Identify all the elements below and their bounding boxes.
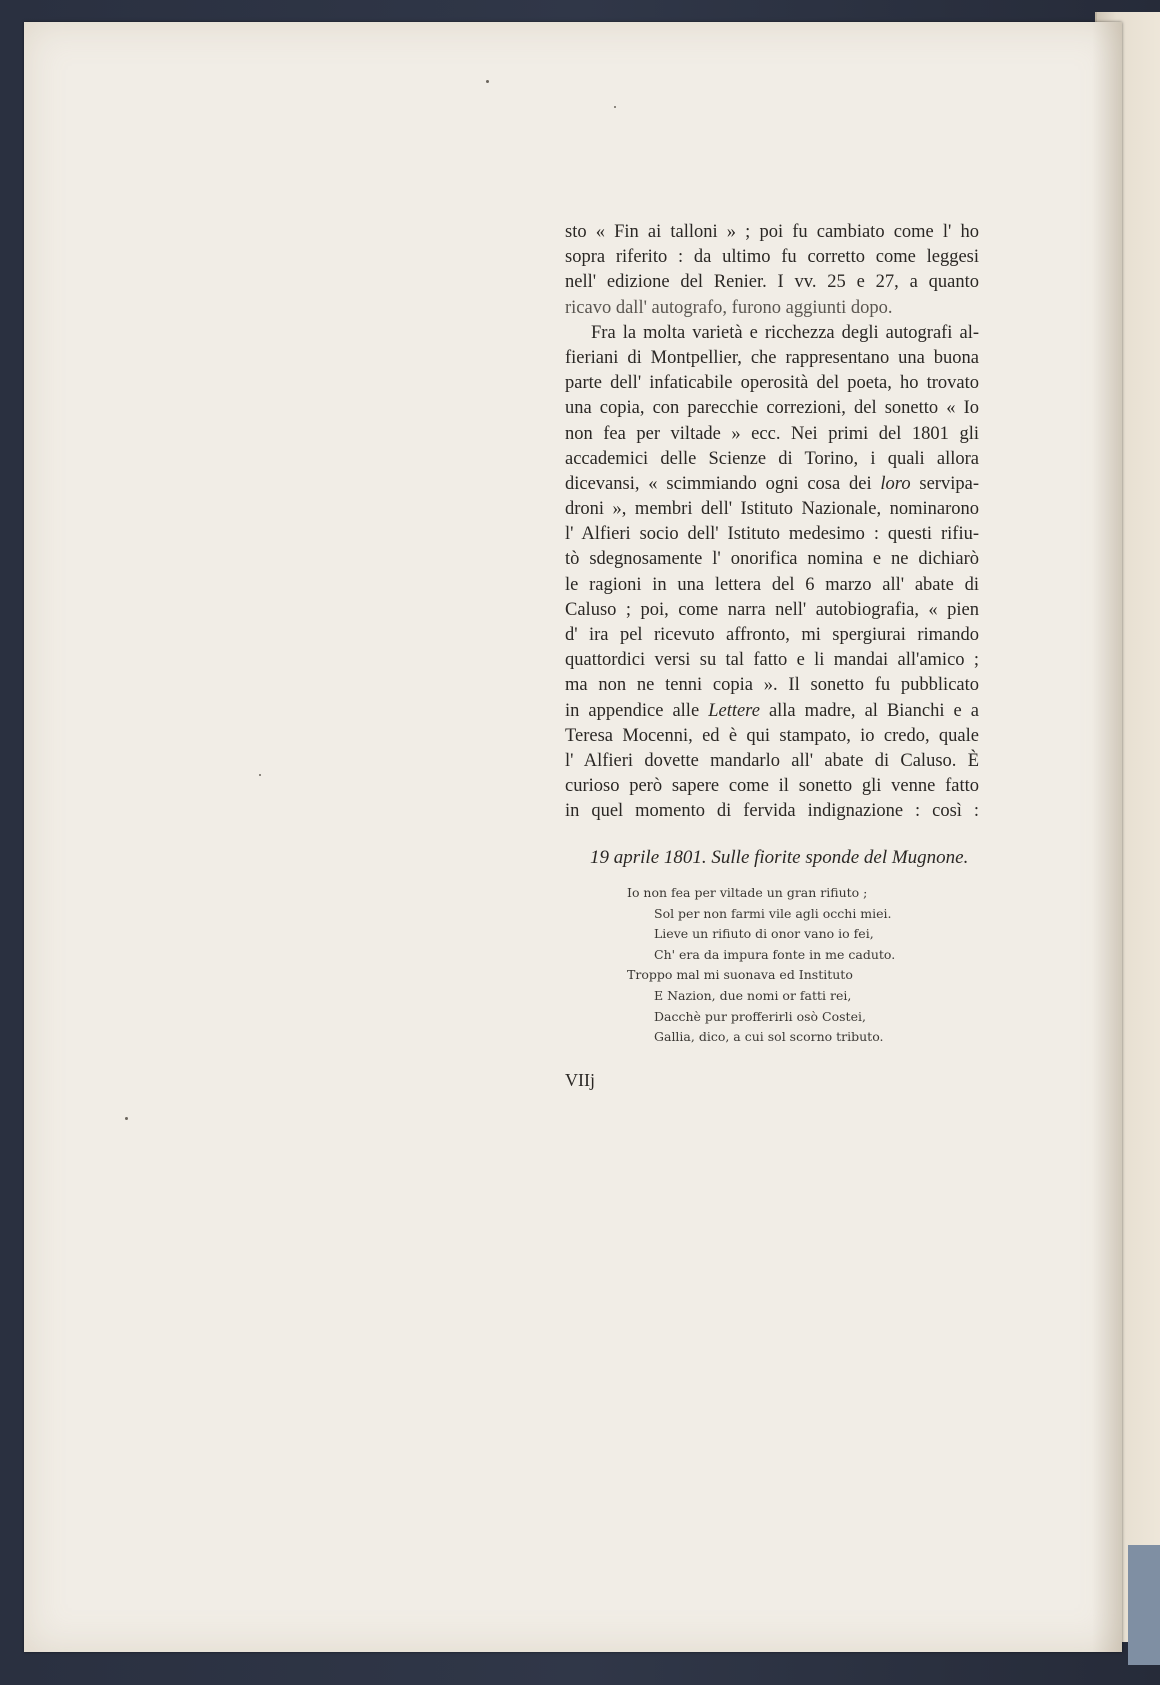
- text-line: [565, 699, 979, 724]
- text-line: parte dell' infaticabile operosità del poeta, ho trovato: [565, 373, 979, 394]
- body-paragraph: [565, 220, 979, 825]
- text-line: Fra la molta varietà e ricchezza degli autografi al-: [591, 322, 979, 343]
- italic-word: loro: [880, 473, 911, 494]
- text-segment: servipa-: [910, 473, 979, 494]
- text-segment: alla madre, al Bianchi e a: [759, 700, 979, 721]
- sonnet-verse: Gallia, dico, a cui sol scorno tributo.: [654, 1029, 884, 1045]
- text-line: Teresa Mocenni, ed è qui stampato, io credo, quale: [565, 725, 979, 746]
- text-line: d' ira pel ricevuto affronto, mi spergiurai rimando: [565, 625, 979, 645]
- cover-edge: [1128, 1545, 1160, 1665]
- text-line: sopra riferito : da ultimo fu corretto come leggesi: [565, 247, 979, 268]
- text-line: [565, 472, 979, 497]
- text-line: tò sdegnosamente l' onorifica nomina e ne dichiarò: [565, 549, 979, 570]
- text-line: ricavo dall' autografo, furono aggiunti dopo.: [565, 297, 893, 318]
- text-line: sto « Fin ai talloni » ; poi fu cambiato come l' ho: [565, 222, 979, 242]
- text-line: quattordici versi su tal fatto e li mandai all'amico ;: [565, 650, 979, 671]
- text-line: accademici delle Scienze di Torino, i quali allora: [565, 448, 979, 469]
- sonnet-verse: Lieve un rifiuto di onor vano io fei,: [654, 926, 874, 942]
- text-line: fieriani di Montpellier, che rappresentano una buona: [565, 347, 979, 368]
- text-line: droni », membri dell' Istituto Nazionale, nominarono: [565, 499, 979, 520]
- sonnet-verse: Io non fea per viltade un gran rifiuto ;: [627, 885, 868, 900]
- sonnet-verse: E Nazion, due nomi or fatti rei,: [654, 987, 852, 1003]
- text-line: una copia, con parecchie correzioni, del sonetto « Io: [565, 398, 979, 419]
- text-line: in quel momento di fervida indignazione : così :: [565, 801, 979, 822]
- text-line: Caluso ; poi, come narra nell' autobiografia, « pien: [565, 599, 979, 620]
- paper-speck: [125, 1117, 128, 1120]
- text-line: nell' edizione del Renier. I vv. 25 e 27, a quanto: [565, 272, 979, 293]
- italic-word: Lettere: [708, 700, 760, 721]
- text-segment: dicevansi, « scimmiando ogni cosa dei: [565, 473, 881, 494]
- text-line: ma non ne tenni copia ». Il sonetto fu pubblicato: [565, 675, 979, 696]
- sonnet-verse: Troppo mal mi suonava ed Instituto: [627, 967, 853, 983]
- text-line: l' Alfieri dovette mandarlo all' abate di Caluso. È: [565, 750, 979, 771]
- paper-speck: [614, 106, 616, 108]
- text-segment: in appendice alle: [565, 700, 709, 721]
- paper-speck: [486, 80, 489, 83]
- sonnet: [627, 883, 895, 1048]
- text-line: curioso però sapere come il sonetto gli venne fatto: [565, 776, 979, 797]
- page-number: VIIj: [565, 1070, 595, 1090]
- sonnet-verse: Dacchè pur profferirli osò Costei,: [654, 1008, 866, 1024]
- text-line: non fea per viltade » ecc. Nei primi del 1801 gli: [565, 423, 979, 444]
- text-line: le ragioni in una lettera del 6 marzo all' abate di: [565, 574, 979, 595]
- sonnet-verse: Sol per non farmi vile agli occhi miei.: [654, 905, 892, 921]
- paper-speck: [259, 774, 261, 776]
- sonnet-caption: 19 aprile 1801. Sulle fiorite sponde del Mugnone.: [590, 847, 969, 868]
- sonnet-verse: Ch' era da impura fonte in me caduto.: [654, 946, 896, 962]
- text-line: l' Alfieri socio dell' Istituto medesimo : questi rifiu-: [565, 524, 979, 545]
